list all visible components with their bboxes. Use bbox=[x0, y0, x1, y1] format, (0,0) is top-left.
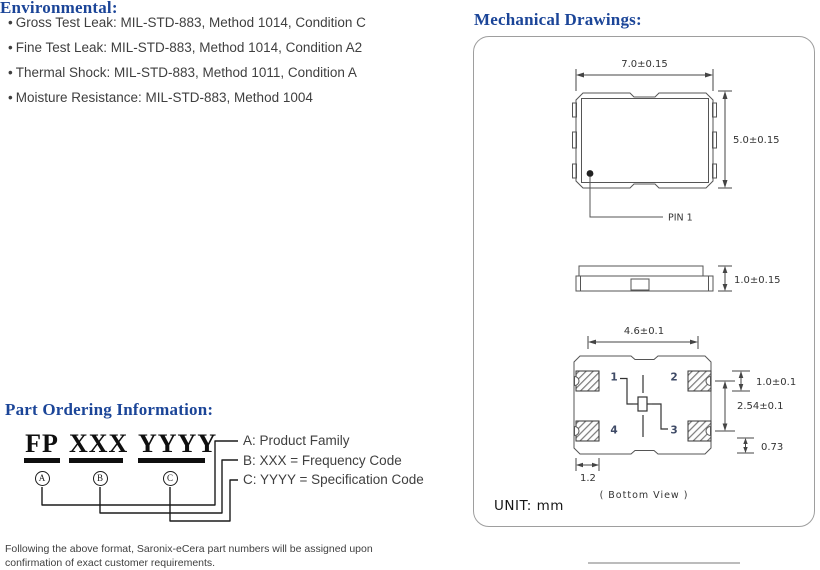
unit-label: UNIT: mm bbox=[494, 498, 564, 514]
side-view-drawing bbox=[576, 266, 781, 291]
part-code-family: FP bbox=[25, 429, 59, 458]
bottom-view-pad-width-dim: 1.2 bbox=[580, 473, 596, 484]
top-view-height-dim: 5.0±0.15 bbox=[733, 135, 780, 146]
part-ordering-connector-lines bbox=[0, 430, 250, 535]
bottom-view-drawing bbox=[574, 326, 796, 501]
top-view-drawing bbox=[573, 59, 780, 224]
pin-number-3: 3 bbox=[670, 424, 678, 437]
bottom-divider bbox=[588, 562, 740, 564]
pin-number-2: 2 bbox=[670, 371, 678, 384]
pin1-label: PIN 1 bbox=[668, 212, 693, 224]
footer-note-line1: Following the above format, Saronix-eCera part numbers will be assigned upon bbox=[5, 543, 373, 555]
crystal-symbol-icon bbox=[620, 375, 668, 437]
mechanical-drawings-figure bbox=[474, 37, 813, 525]
pin-number-1: 1 bbox=[610, 371, 618, 384]
environmental-item: • Moisture Resistance: MIL-STD-883, Method 1004 bbox=[8, 85, 366, 110]
footer-note bbox=[5, 542, 373, 570]
environmental-item: • Thermal Shock: MIL-STD-883, Method 1011, Condition A bbox=[8, 60, 366, 85]
top-view-width-dim: 7.0±0.15 bbox=[621, 59, 668, 70]
bottom-view-pitch-dim: 2.54±0.1 bbox=[737, 401, 784, 412]
footer-note-line2: confirmation of exact customer requirements. bbox=[5, 557, 216, 569]
environmental-item: • Gross Test Leak: MIL-STD-883, Method 1014, Condition C bbox=[8, 10, 366, 35]
circled-letter-a: A bbox=[35, 471, 50, 486]
mechanical-drawings-title: Mechanical Drawings: bbox=[474, 10, 642, 29]
part-code-frequency: XXX bbox=[69, 429, 129, 458]
pin-number-4: 4 bbox=[610, 424, 618, 437]
environmental-list bbox=[8, 10, 366, 110]
part-ordering-title: Part Ordering Information: bbox=[5, 400, 214, 419]
side-view-height-dim: 1.0±0.15 bbox=[734, 275, 781, 286]
legend-frequency-code: B: XXX = Frequency Code bbox=[243, 453, 402, 468]
legend-specification-code: C: YYYY = Specification Code bbox=[243, 472, 424, 487]
part-code-spec: YYYY bbox=[138, 429, 218, 458]
bottom-view-caption: ( Bottom View ) bbox=[599, 490, 689, 501]
mechanical-drawings-panel bbox=[473, 36, 815, 527]
bottom-view-edge-dim: 0.73 bbox=[761, 442, 784, 453]
circled-letter-b: B bbox=[93, 471, 108, 486]
circled-letter-c: C bbox=[163, 471, 178, 486]
bottom-view-width-dim: 4.6±0.1 bbox=[623, 326, 665, 337]
environmental-title: Environmental: bbox=[0, 0, 118, 17]
legend-product-family: A: Product Family bbox=[243, 433, 350, 448]
environmental-item: • Fine Test Leak: MIL-STD-883, Method 1014, Condition A2 bbox=[8, 35, 366, 60]
bottom-view-pad-height-dim: 1.0±0.1 bbox=[756, 377, 797, 388]
pin1-dot bbox=[587, 170, 594, 177]
